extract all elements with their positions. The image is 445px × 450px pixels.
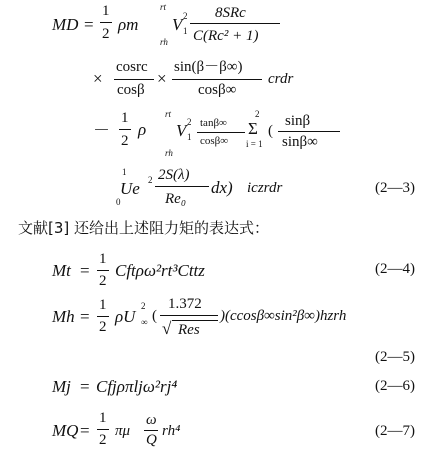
half-denominator-2: 2 xyxy=(121,133,129,149)
edge-velocity-ue: Ue xyxy=(120,179,140,198)
integral-upper-limit: rt xyxy=(160,2,167,12)
equation-number-2-7: (2—7) xyxy=(375,423,415,439)
eq-2-5-lhs: Mh xyxy=(52,307,75,326)
edge-velocity-sup: 2 xyxy=(148,175,153,185)
eq-2-6-lhs: Mj xyxy=(52,377,71,396)
eq-2-6-body: Cfjρπljω²rj⁴ xyxy=(96,377,178,396)
fraction-numerator-1372: 1.372 xyxy=(168,296,202,312)
half-denominator: 2 xyxy=(102,26,110,42)
half-fraction-bar-2-7 xyxy=(97,429,109,430)
eq-2-5-rest: )(ccosβ∞sin²β∞)hzrh xyxy=(220,308,347,324)
rho-u: ρU xyxy=(115,307,136,326)
half-fraction-bar-2-5 xyxy=(97,316,109,317)
fraction-bar-8src xyxy=(190,23,280,24)
integral-lower-limit: rh xyxy=(160,37,168,47)
integral-lower-limit-3: 0 xyxy=(116,197,121,207)
velocity-v1: V xyxy=(172,15,183,34)
equals-sign: = xyxy=(84,15,94,34)
rh-term: rh⁴ xyxy=(162,423,181,439)
re0-denominator: Re₀ xyxy=(165,191,187,207)
velocity-v1-sup-2: 2 xyxy=(187,117,192,127)
velocity-v1-sub: 1 xyxy=(183,26,188,36)
half-fraction-bar xyxy=(100,22,112,23)
dx-term: dx) xyxy=(211,178,233,197)
velocity-v1-2: V xyxy=(176,121,187,140)
equals-sign-2-4: = xyxy=(80,261,90,280)
half-numerator-2: 1 xyxy=(121,110,129,126)
equation-number-2-3: (2—3) xyxy=(375,180,415,196)
crdr-term: crdr xyxy=(268,71,294,87)
equation-number-2-4: (2—4) xyxy=(375,261,415,277)
sin-beta-numerator: sinβ xyxy=(285,113,311,129)
sin-beta-diff-numerator: sin(β－β∞) xyxy=(174,59,243,75)
eq-2-3-lhs: MD xyxy=(52,15,79,34)
velocity-v1-sup: 2 xyxy=(183,11,188,21)
equals-sign-2-6: = xyxy=(80,377,90,396)
half-denominator-2-5: 2 xyxy=(99,319,107,335)
q-denominator: Q xyxy=(146,432,157,448)
half-numerator: 1 xyxy=(102,3,110,19)
sin-beta-inf-denominator: sinβ∞ xyxy=(282,134,318,150)
times-sign-2: × xyxy=(157,69,167,88)
cos-beta-inf-denominator-2: cosβ∞ xyxy=(200,135,229,147)
pi-mu: πμ xyxy=(115,423,131,439)
equals-sign-2-5: = xyxy=(80,307,90,326)
sqrt-sign: √ xyxy=(162,319,172,338)
minus-sign: － xyxy=(93,121,110,140)
fraction-denominator-crc: C(Rc² + 1) xyxy=(193,28,259,44)
rho: ρ xyxy=(138,120,147,139)
summation-sign: Σ xyxy=(248,119,258,138)
cos-beta-inf-denominator: cosβ∞ xyxy=(198,82,237,98)
intro-text-line: 文献[3] 还给出上述阻力矩的表达式： xyxy=(18,219,270,237)
equation-number-2-5: (2—5) xyxy=(375,349,415,365)
cos-rc-fraction-bar xyxy=(114,79,154,80)
fraction-numerator-8src: 8SRc xyxy=(215,5,246,21)
rho-u-sub: ∞ xyxy=(141,317,148,327)
2s-lambda-fraction-bar xyxy=(155,186,209,187)
integral-upper-limit-2: rt xyxy=(165,109,172,119)
sin-beta-diff-fraction-bar xyxy=(172,79,262,80)
cos-rc-numerator: cosrc xyxy=(116,59,148,75)
velocity-v1-sub-2: 1 xyxy=(187,132,192,142)
eq-2-4-lhs: Mt xyxy=(52,261,71,280)
sum-lower-limit: i = 1 xyxy=(246,139,263,149)
res-denominator: Res xyxy=(178,322,200,338)
times-sign-1: × xyxy=(93,69,103,88)
half-denominator-2-4: 2 xyxy=(99,273,107,289)
sqrt-overline xyxy=(172,320,218,321)
half-denominator-2-7: 2 xyxy=(99,432,107,448)
tan-beta-fraction-bar xyxy=(197,132,245,133)
equation-number-2-6: (2—6) xyxy=(375,378,415,394)
cos-beta-denominator: cosβ xyxy=(117,82,145,98)
omega-fraction-bar xyxy=(144,430,158,431)
open-paren-2-5: ( xyxy=(152,308,157,324)
fraction-bar-1372 xyxy=(160,315,218,316)
half-numerator-2-7: 1 xyxy=(99,410,107,426)
sin-beta-fraction-bar xyxy=(278,131,340,132)
half-numerator-2-4: 1 xyxy=(99,251,107,267)
eq-2-7-lhs: MQ xyxy=(52,421,79,440)
sum-upper-limit: 2 xyxy=(255,109,260,119)
equals-sign-2-7: = xyxy=(80,421,90,440)
rho-u-sup: 2 xyxy=(141,301,146,311)
omega-numerator: ω xyxy=(146,412,157,428)
half-fraction-bar-2-4 xyxy=(97,270,109,271)
half-numerator-2-5: 1 xyxy=(99,297,107,313)
2s-lambda-numerator: 2S(λ) xyxy=(158,167,190,183)
iczrdr-term: iczrdr xyxy=(247,180,283,196)
integral-upper-limit-3: 1 xyxy=(122,167,127,177)
tan-beta-numerator: tanβ∞ xyxy=(200,117,227,129)
integral-lower-limit-2: rh xyxy=(165,148,173,158)
rho-m: ρm xyxy=(118,15,139,34)
half-fraction-bar-2 xyxy=(119,129,131,130)
eq-2-4-body: Cftρω²rt³Cttz xyxy=(115,261,205,280)
open-paren: ( xyxy=(268,123,273,139)
